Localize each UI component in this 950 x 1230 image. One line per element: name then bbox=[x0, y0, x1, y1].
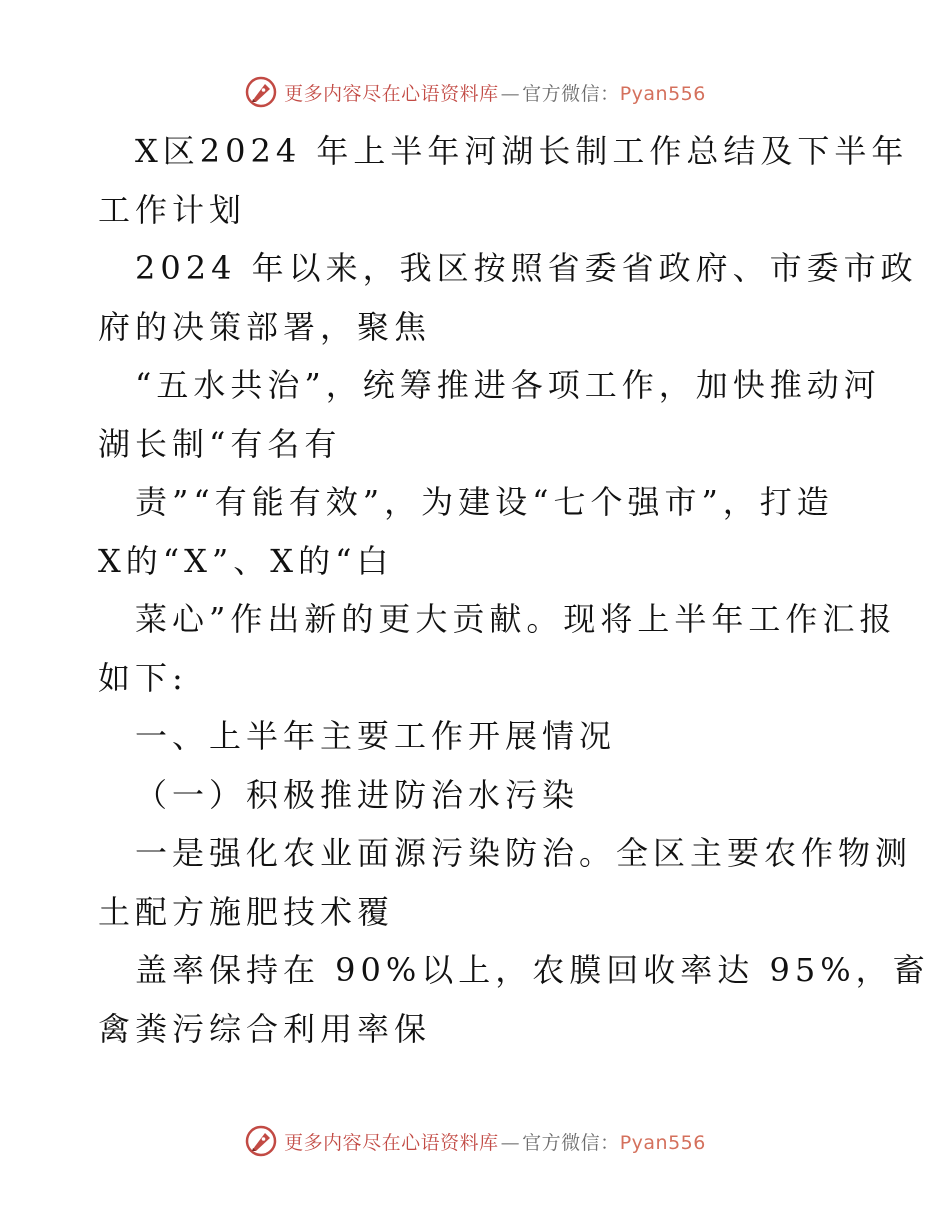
header-watermark bbox=[0, 72, 950, 112]
doc-paragraph-line: 责”“有能有效”，为建设“七个强市”，打造 bbox=[135, 483, 834, 521]
watermark-separator: — bbox=[500, 1131, 521, 1154]
doc-title-line-1: X区2024 年上半年河湖长制工作总结及下半年 bbox=[135, 132, 909, 170]
doc-paragraph-line: 一是强化农业面源污染防治。全区主要农作物测 bbox=[135, 834, 913, 872]
doc-paragraph-line: X的“X”、X的“白 bbox=[98, 541, 394, 580]
watermark-text bbox=[284, 79, 706, 106]
doc-paragraph-line: 湖长制“有名有 bbox=[98, 424, 342, 463]
footer-watermark bbox=[0, 1121, 950, 1161]
doc-paragraph-line: 禽粪污综合利用率保 bbox=[98, 1009, 432, 1048]
watermark-label: 官方微信： bbox=[522, 1131, 620, 1154]
watermark-text bbox=[284, 1128, 706, 1155]
doc-paragraph-line: 菜心”作出新的更大贡献。现将上半年工作汇报 bbox=[135, 600, 897, 638]
doc-subsection-heading: （一）积极推进防治水污染 bbox=[135, 775, 580, 814]
pen-nib-circle-icon bbox=[244, 75, 278, 109]
document-body bbox=[98, 122, 930, 1058]
pen-nib-circle-icon bbox=[244, 1124, 278, 1158]
doc-paragraph-line: 2024 年以来，我区按照省委省政府、市委市政 bbox=[135, 249, 918, 287]
watermark-main: 更多内容尽在心语资料库 bbox=[284, 82, 499, 105]
doc-paragraph-line: 盖率保持在 90%以上，农膜回收率达 95%，畜 bbox=[135, 951, 930, 989]
doc-paragraph-line: 土配方施肥技术覆 bbox=[98, 892, 395, 931]
doc-paragraph-line: 如下: bbox=[98, 658, 188, 697]
doc-paragraph-line: 府的决策部署，聚焦 bbox=[98, 307, 432, 346]
doc-section-heading: 一、上半年主要工作开展情况 bbox=[135, 717, 617, 755]
watermark-main: 更多内容尽在心语资料库 bbox=[284, 1131, 499, 1154]
doc-paragraph-line: “五水共治”，统筹推进各项工作，加快推动河 bbox=[135, 366, 881, 404]
watermark-separator: — bbox=[500, 82, 521, 105]
doc-title-line-2: 工作计划 bbox=[98, 190, 247, 229]
watermark-handle: Pyan556 bbox=[619, 1131, 706, 1154]
watermark-handle: Pyan556 bbox=[619, 82, 706, 105]
watermark-label: 官方微信： bbox=[522, 82, 620, 105]
